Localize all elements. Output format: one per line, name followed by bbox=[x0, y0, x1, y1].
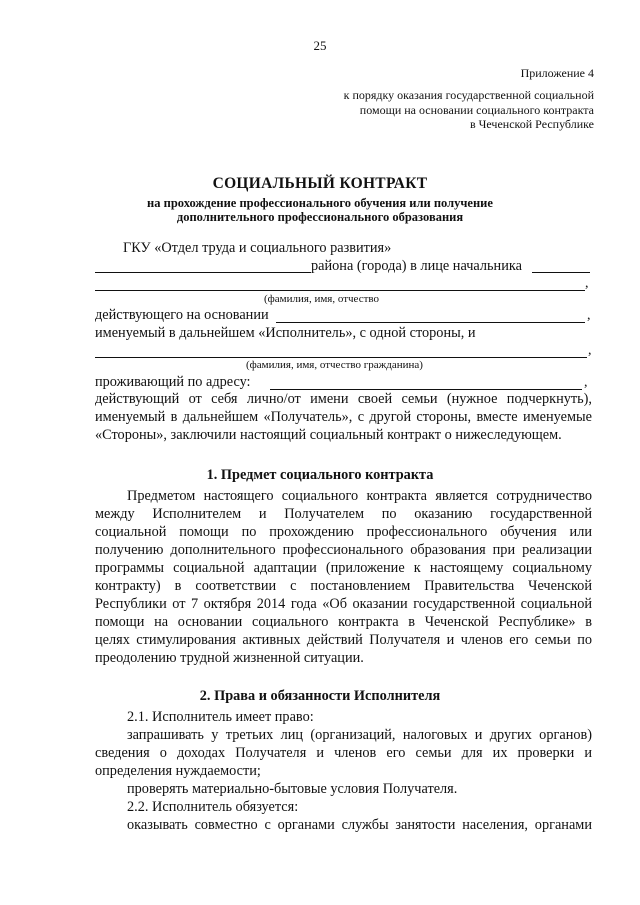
section-1-line: получению дополнительного профессионального образования при реализации bbox=[95, 542, 592, 558]
section-1-line: контракту) в соответствии с постановлением Правительства Чеченской bbox=[95, 578, 592, 594]
subtitle-line: дополнительного профессионального образования bbox=[176, 210, 464, 224]
basis-blank bbox=[276, 322, 585, 323]
executor-line: именуемый в дальнейшем «Исполнитель», с одной стороны, и bbox=[95, 325, 476, 341]
appendix-line: к порядку оказания государственной социальной bbox=[343, 88, 594, 102]
section-1-line: между Исполнителем и Получателем по оказанию государственной bbox=[95, 506, 592, 522]
agency-name: ГКУ «Отдел труда и социального развития» bbox=[123, 240, 392, 256]
comma-mark: , bbox=[587, 308, 591, 323]
appendix-line: помощи на основании социального контракта bbox=[359, 102, 594, 117]
section-2-heading: 2. Права и обязанности Исполнителя bbox=[199, 688, 441, 704]
citizen-name-blank bbox=[95, 357, 587, 358]
residing-label: проживающий по адресу: bbox=[95, 374, 251, 390]
caption-citizen-name: (фамилия, имя, отчество гражданина) bbox=[246, 359, 423, 371]
acting-on-basis-label: действующего на основании bbox=[95, 307, 269, 323]
section-1-line: помощи на основании социального контракта в Чеченской Республике» в bbox=[95, 614, 592, 630]
intro-paragraph-line: именуемый в дальнейшем «Получатель», с другой стороны, вместе именуемые bbox=[95, 409, 592, 425]
section-2-line: определения нуждаемости; bbox=[95, 763, 261, 779]
appendix-title: Приложение 4 bbox=[520, 66, 594, 80]
address-blank bbox=[270, 389, 582, 390]
section-1-line: Республики от 7 октября 2014 года «Об оказании государственной социальной bbox=[95, 596, 592, 612]
intro-paragraph-line: действующий от себя лично/от имени своей семьи (нужное подчеркнуть), bbox=[95, 391, 592, 407]
section-2-line: запрашивать у третьих лиц (организаций, налоговых и других органов) bbox=[127, 727, 592, 743]
caption-head-name: (фамилия, имя, отчество bbox=[264, 293, 380, 305]
comma-mark: , bbox=[584, 375, 588, 390]
document-subtitle bbox=[0, 196, 640, 224]
head-name-blank-line bbox=[95, 290, 585, 291]
section-1-line: преодолению трудной жизненной ситуации. bbox=[95, 650, 364, 666]
intro-paragraph-line: «Стороны», заключили настоящий социальный контракт о нижеследующем. bbox=[95, 427, 562, 443]
appendix-line: в Чеченской Республике bbox=[469, 117, 594, 131]
section-1-line: Предметом настоящего социального контракта является сотрудничество bbox=[127, 488, 592, 504]
section-2-line: 2.2. Исполнитель обязуется: bbox=[127, 799, 299, 815]
district-blank bbox=[95, 272, 311, 273]
subtitle-line: на прохождение профессионального обучения или получение bbox=[147, 196, 493, 210]
section-2-line: 2.1. Исполнитель имеет право: bbox=[127, 709, 314, 725]
head-name-blank bbox=[532, 272, 590, 273]
page-number: 25 bbox=[313, 38, 327, 53]
district-suffix: района (города) в лице начальника bbox=[311, 258, 522, 274]
comma-mark: , bbox=[585, 276, 589, 291]
section-1-line: социальной помощи по прохождению профессионального обучения или bbox=[95, 524, 592, 540]
comma-mark: , bbox=[588, 343, 592, 358]
section-1-line: целях стимулирования активных действий Получателя и членов его семьи по bbox=[95, 632, 592, 648]
section-2-line: проверять материально-бытовые условия Получателя. bbox=[127, 781, 458, 797]
section-1-line: программы социальной адаптации (приложение к настоящему социальному bbox=[95, 560, 592, 576]
section-2-line: оказывать совместно с органами службы занятости населения, органами bbox=[127, 817, 592, 833]
document-title: СОЦИАЛЬНЫЙ КОНТРАКТ bbox=[212, 175, 428, 192]
appendix-reference bbox=[344, 88, 594, 132]
section-1-heading: 1. Предмет социального контракта bbox=[206, 467, 434, 483]
section-2-line: сведения о доходах Получателя и членов его семьи для их проверки и bbox=[95, 745, 592, 761]
